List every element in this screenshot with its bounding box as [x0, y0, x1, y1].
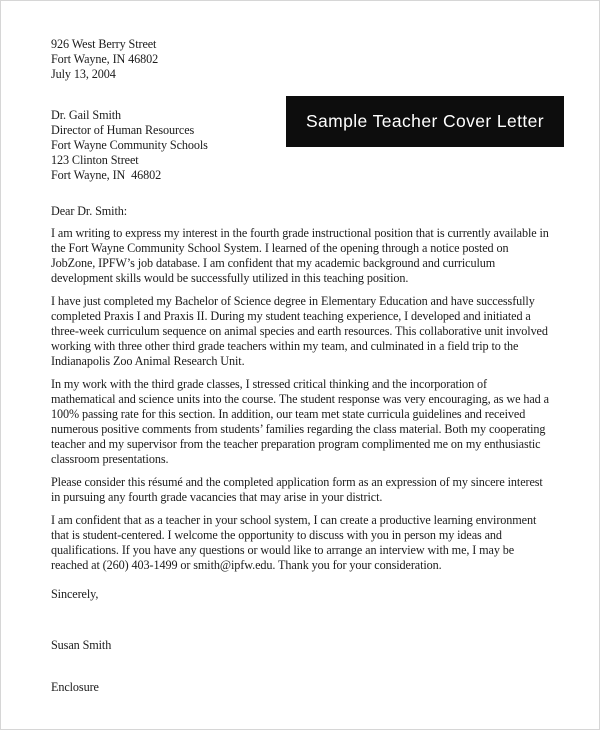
sample-letter-banner — [286, 96, 564, 147]
recipient-name: Dr. Gail Smith — [51, 108, 122, 122]
sender-street: 926 West Berry Street — [51, 37, 157, 51]
body-paragraph-5: I am confident that as a teacher in your school system, I can create a productive learning environment that is student-centered. I welcome the opportunity to discuss with you in person my ideas and qualifications. If you have any questions or would like to arrange an interview with me, I may be reached at (260) 403-1499 or smith@ipfw.edu. Thank you for your consideration. — [51, 513, 537, 572]
enclosure-note: Enclosure — [51, 680, 99, 694]
recipient-title: Director of Human Resources — [51, 123, 195, 137]
letter-date: July 13, 2004 — [51, 67, 116, 81]
signature-name: Susan Smith — [51, 638, 112, 652]
sender-city-state-zip: Fort Wayne, IN 46802 — [51, 52, 159, 66]
recipient-organization: Fort Wayne Community Schools — [51, 138, 208, 152]
body-paragraph-1: I am writing to express my interest in the fourth grade instructional position that is currently available in the Fort Wayne Community School System. I learned of the opening through a notice posted on JobZone, IPFW’s job database. I am confident that my academic background and curriculum development skills would be successfully utilized in this teaching position. — [51, 226, 549, 285]
body-paragraph-2: I have just completed my Bachelor of Science degree in Elementary Education and have successfully completed Praxis I and Praxis II. During my student teaching experience, I developed and initiated a three-week curriculum sequence on animal species and earth resources. This collaborative unit involved working with three other third grade teachers within my team, and culminated in a field trip to the Indianapolis Zoo Animal Research Unit. — [51, 294, 548, 368]
body-paragraph-4: Please consider this résumé and the completed application form as an expression of my sincere interest in pursuing any fourth grade vacancies that may arise in your district. — [51, 475, 543, 504]
sender-address-block — [51, 37, 552, 82]
salutation: Dear Dr. Smith: — [51, 204, 128, 218]
recipient-city-state-zip: Fort Wayne, IN 46802 — [51, 168, 162, 182]
closing-salutation: Sincerely, — [51, 587, 99, 601]
body-paragraph-3: In my work with the third grade classes, I stressed critical thinking and the incorporation of mathematical and science units into the course. The student response was very encouraging, as we had a 100% passing rate for this section. In addition, our team met state curricula guidelines and received numerous positive comments from students’ families regarding the class material. Both my cooperating teacher and my supervisor from the teacher preparation program complimented me on my enthusiastic classroom presentations. — [51, 377, 549, 466]
banner-title: Sample Teacher Cover Letter — [305, 111, 545, 131]
recipient-street: 123 Clinton Street — [51, 153, 139, 167]
